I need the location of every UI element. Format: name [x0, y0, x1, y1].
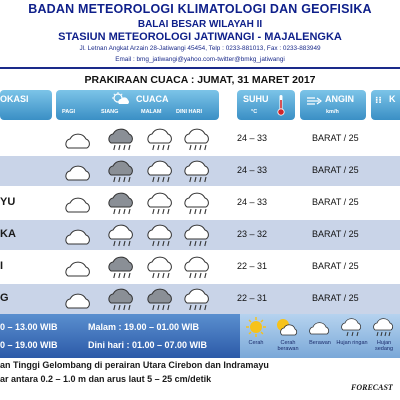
table-row	[0, 220, 400, 250]
header	[0, 0, 400, 75]
temperature-column-header: SUHU °C	[237, 90, 295, 120]
table-row	[0, 124, 400, 154]
table-row	[0, 284, 400, 314]
weather-legend	[240, 314, 400, 358]
forecast-label: FORECAST	[351, 383, 393, 392]
contact-text: Email : bmg_jatiwangi@yahoo.com-twitter@bmkg_jatiwangi	[115, 56, 285, 63]
early-time: Dini hari : 01.00 – 07.00 WIB	[88, 340, 208, 350]
cloud-rain-dark-icon	[105, 286, 137, 312]
station-title: STASIUN METEOROLOGI JATIWANGI - MAJALENGKA	[58, 31, 342, 43]
weather-column-header: CUACA PAGI SIANG MALAM DINI HARI	[56, 90, 219, 120]
cloud-icon	[62, 126, 94, 152]
moderate-rain-icon	[370, 316, 398, 338]
humidity-drops-icon: ⁝⁝	[375, 95, 382, 105]
cloud-icon	[62, 286, 94, 312]
row-location: I	[0, 260, 4, 272]
forecast-title: PRAKIRAAN CUACA : JUMAT, 31 MARET 2017	[84, 74, 316, 86]
light-rain-icon	[338, 316, 366, 338]
row-location: YU	[0, 196, 16, 208]
wave-info-line2: ar antara 0.2 – 1.0 m dan arus laut 5 – 25 cm/detik	[0, 374, 212, 384]
cloud-icon	[306, 316, 334, 338]
row-wind: BARAT / 25	[312, 165, 359, 175]
cloud-rain-icon	[144, 254, 176, 280]
afternoon-time: 0 – 19.00 WIB	[0, 340, 58, 350]
row-location: G	[0, 292, 9, 304]
morning-time: 0 – 13.00 WIB	[0, 322, 58, 332]
sun-icon	[244, 316, 268, 338]
cloud-rain-icon	[144, 126, 176, 152]
location-column-header: OKASI	[0, 90, 52, 120]
legend-moderate-rain: Hujan sedang	[368, 316, 400, 352]
cloud-rain-dark-icon	[105, 126, 137, 152]
cloud-rain-dark-icon	[105, 254, 137, 280]
cloud-icon	[62, 222, 94, 248]
cloud-icon	[62, 254, 94, 280]
cloud-rain-icon	[181, 222, 213, 248]
row-temperature: 22 – 31	[237, 293, 268, 303]
cloud-rain-icon	[181, 286, 213, 312]
table-row	[0, 188, 400, 218]
thermometer-icon	[277, 94, 285, 116]
address-text: Jl. Letnan Angkat Arzain 28-Jatiwangi 45454, Telp : 0233-881013, Fax : 0233-883949	[79, 45, 321, 52]
cloud-rain-icon	[144, 190, 176, 216]
agency-title: BADAN METEOROLOGI KLIMATOLOGI DAN GEOFISIKA	[28, 2, 372, 16]
wind-column-header: ANGIN km/h	[300, 90, 366, 120]
row-temperature: 24 – 33	[237, 165, 268, 175]
office-title: BALAI BESAR WILAYAH II	[137, 19, 263, 30]
row-wind: BARAT / 25	[312, 197, 359, 207]
row-location: KA	[0, 228, 16, 240]
legend-light-rain: Hujan ringan	[336, 316, 368, 346]
cloud-rain-icon	[181, 190, 213, 216]
cloud-rain-icon	[105, 222, 137, 248]
wind-arrow-icon	[306, 95, 322, 107]
row-temperature: 23 – 32	[237, 229, 268, 239]
cloud-rain-icon	[144, 222, 176, 248]
cloud-rain-dark-icon	[105, 158, 137, 184]
table-row	[0, 252, 400, 282]
legend-sunny: Cerah	[240, 316, 272, 346]
row-temperature: 22 – 31	[237, 261, 268, 271]
wave-info-line1: an Tinggi Gelombang di perairan Utara Cirebon dan Indramayu	[0, 360, 269, 370]
night-time: Malam : 19.00 – 01.00 WIB	[88, 322, 200, 332]
legend-partly-cloudy: Cerah berawan	[272, 316, 304, 352]
cloud-rain-icon	[181, 158, 213, 184]
table-row	[0, 156, 400, 186]
cloud-icon	[62, 190, 94, 216]
cloud-icon	[62, 158, 94, 184]
row-wind: BARAT / 25	[312, 293, 359, 303]
cloud-rain-icon	[181, 126, 213, 152]
row-temperature: 24 – 33	[237, 133, 268, 143]
header-divider	[0, 67, 400, 69]
cloud-rain-dark-icon	[144, 286, 176, 312]
row-wind: BARAT / 25	[312, 133, 359, 143]
cloud-rain-icon	[181, 254, 213, 280]
cloud-rain-dark-icon	[105, 190, 137, 216]
cloud-rain-icon	[144, 158, 176, 184]
sun-cloud-icon	[112, 92, 132, 106]
row-temperature: 24 – 33	[237, 197, 268, 207]
sun-cloud-icon	[274, 316, 302, 338]
humidity-column-header: ⁝⁝ K	[371, 90, 400, 120]
row-wind: BARAT / 25	[312, 261, 359, 271]
row-wind: BARAT / 25	[312, 229, 359, 239]
legend-cloudy: Berawan	[304, 316, 336, 346]
